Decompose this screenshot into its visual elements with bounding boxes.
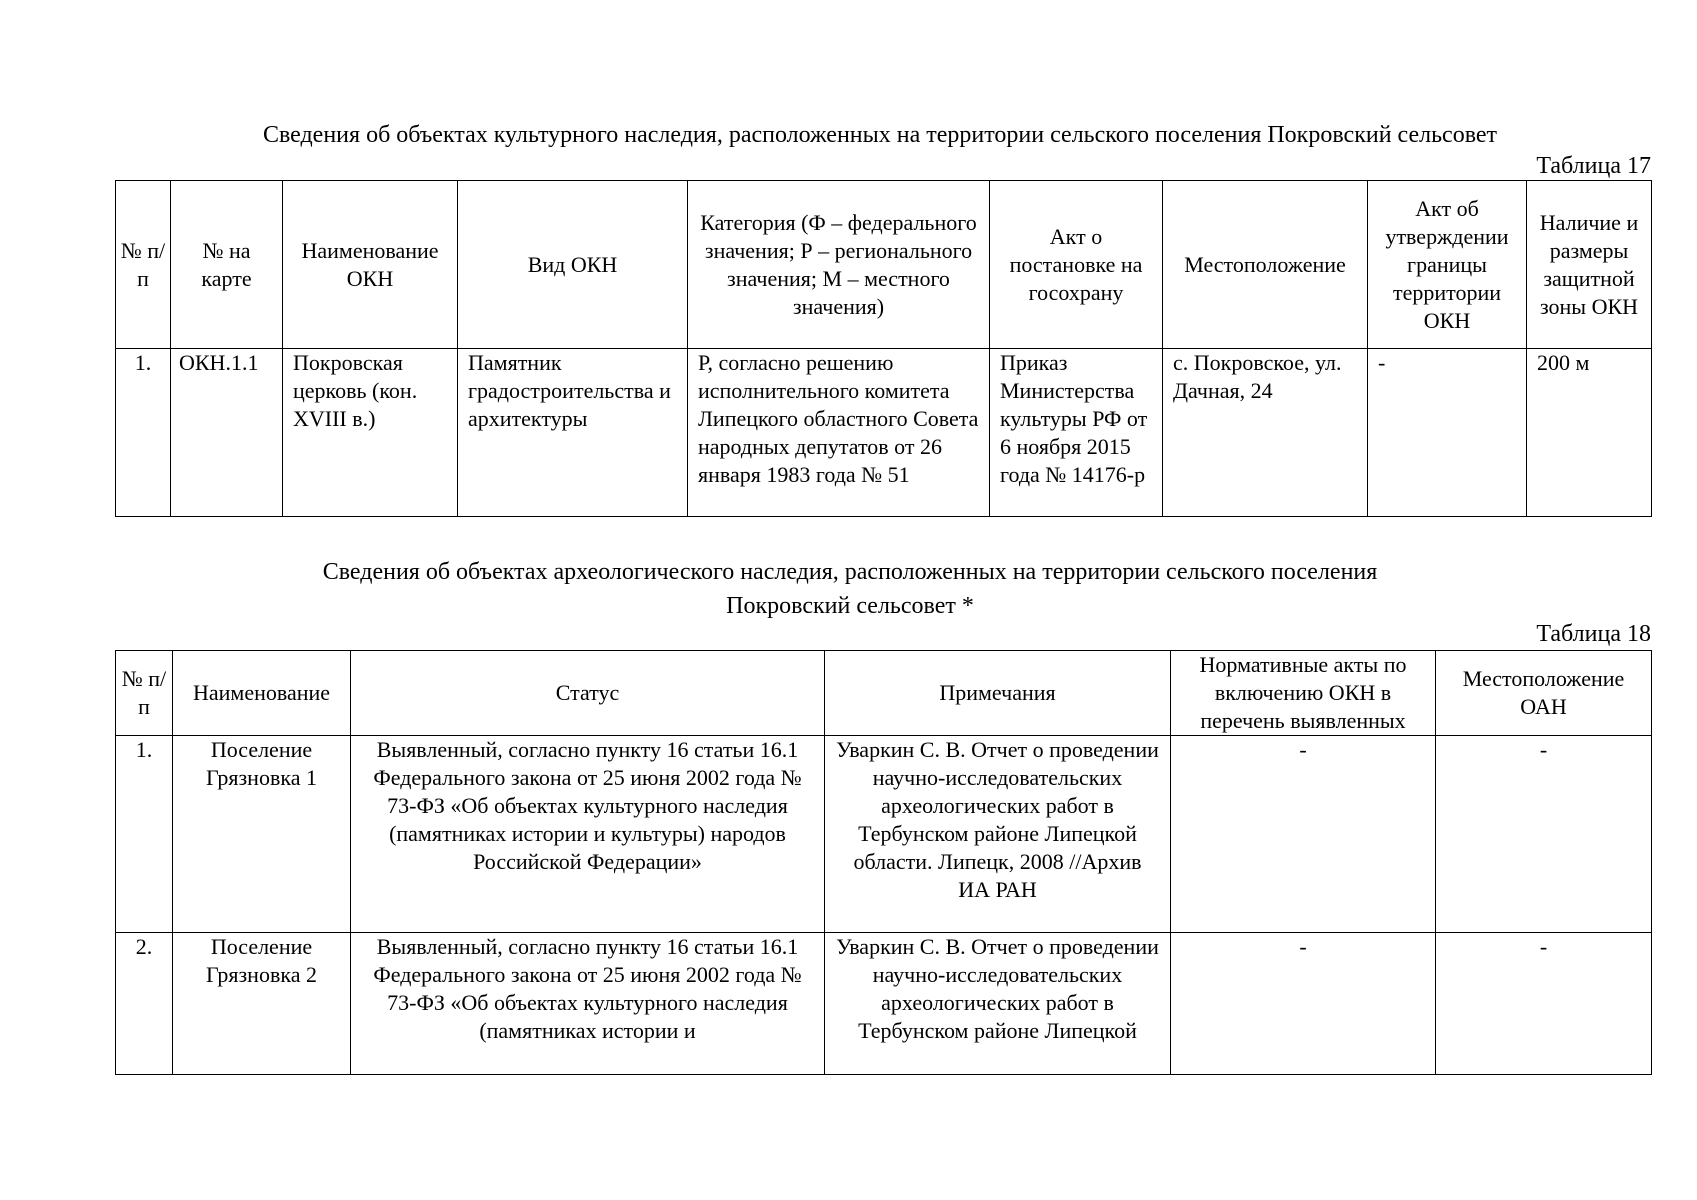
header-cell: № п/п [116,651,173,736]
table18-header-row [116,651,1652,736]
object-category: Р, согласно решению исполнительного комитета Липецкого областного Совета народных депутатов от 26 января 1983 года № 51 [688,349,990,517]
header-cell: № на карте [171,181,283,349]
header-cell: № п/п [116,181,171,349]
header-cell: Статус [351,651,825,736]
row-number: 2. [116,933,173,1075]
header-cell: Местоположение ОАН [1436,651,1652,736]
table17-heading: Сведения об объектах культурного наследия, расположенных на территории сельского поселения Покровский сельсовет [262,122,1498,148]
table-row [116,933,1652,1075]
table18-label: Таблица 18 [1536,621,1651,647]
table17-header-row [116,181,1652,349]
protection-zone: 200 м [1527,349,1652,517]
site-name: Поселение Грязновка 2 [173,933,351,1075]
header-cell: Примечания [825,651,1171,736]
table-row [116,736,1652,933]
site-location: - [1436,933,1652,1075]
table-row [116,349,1652,517]
protection-act: Приказ Министерства культуры РФ от 6 ноября 2015 года № 14176-р [990,349,1163,517]
site-status: Выявленный, согласно пункту 16 статьи 16.1 Федерального закона от 25 июня 2002 года № 73-ФЗ «Об объектах культурного наследия (памятниках истории и [351,933,825,1075]
table17-label: Таблица 17 [1536,153,1651,179]
header-cell: Категория (Ф – федерального значения; Р – регионального значения; М – местного значения) [688,181,990,349]
site-status: Выявленный, согласно пункту 16 статьи 16.1 Федерального закона от 25 июня 2002 года № 73-ФЗ «Об объектах культурного наследия (памятниках истории и культуры) народов Российской Федерации» [351,736,825,933]
table-17 [115,180,1652,517]
header-cell: Акт о постановке на госохрану [990,181,1163,349]
object-name: Покровская церковь (кон. XVIII в.) [283,349,458,517]
header-cell: Вид ОКН [458,181,688,349]
table-18 [115,650,1652,1075]
object-location: с. Покровское, ул. Дачная, 24 [1163,349,1368,517]
site-notes: Уваркин С. В. Отчет о проведении научно-исследовательских археологических работ в Тербунском районе Липецкой области. Липецк, 2008 //Архив ИА РАН [825,736,1171,933]
map-number: ОКН.1.1 [171,349,283,517]
site-notes: Уваркин С. В. Отчет о проведении научно-исследовательских археологических работ в Тербунском районе Липецкой [825,933,1171,1075]
header-cell: Акт об утверждении границы территории ОКН [1368,181,1527,349]
header-cell: Наименование [173,651,351,736]
header-cell: Местоположение [1163,181,1368,349]
header-cell: Нормативные акты по включению ОКН в перечень выявленных [1171,651,1436,736]
header-cell: Наименование ОКН [283,181,458,349]
site-name: Поселение Грязновка 1 [173,736,351,933]
object-type: Памятник градостроительства и архитектуры [458,349,688,517]
row-number: 1. [116,349,171,517]
site-location: - [1436,736,1652,933]
header-cell: Наличие и размеры защитной зоны ОКН [1527,181,1652,349]
normative-acts: - [1171,933,1436,1075]
normative-acts: - [1171,736,1436,933]
boundary-act: - [1368,349,1527,517]
row-number: 1. [116,736,173,933]
table18-heading: Сведения об объектах археологического наследия, расположенных на территории сельского поселения Покровский сельсовет * [322,559,1378,619]
